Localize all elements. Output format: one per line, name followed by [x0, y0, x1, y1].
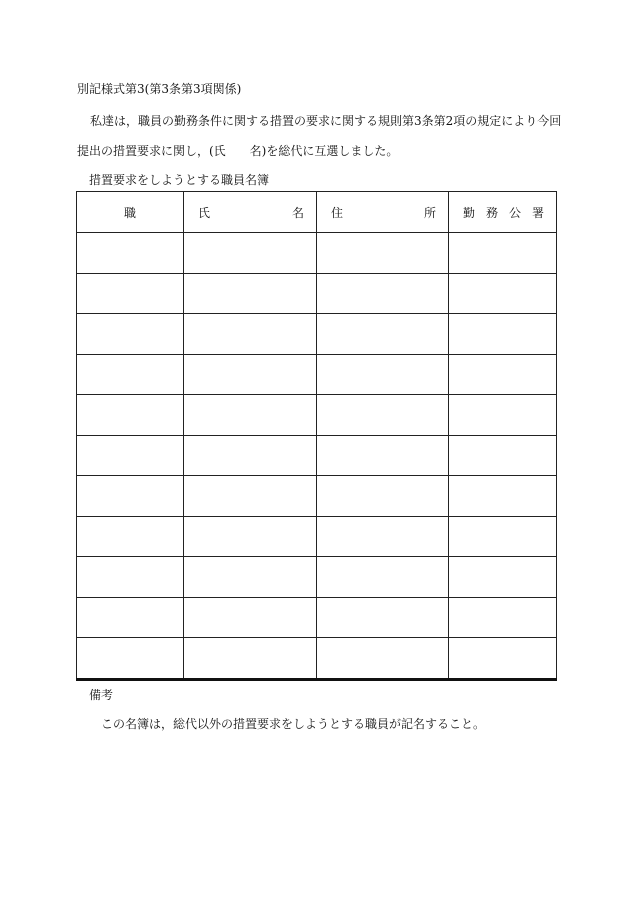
table-row: [77, 597, 557, 638]
address-cell[interactable]: [317, 516, 449, 557]
header-workplace-char-4: 署: [531, 205, 544, 220]
address-cell[interactable]: [317, 233, 449, 274]
header-workplace: [449, 192, 557, 233]
header-address-char-2: 所: [423, 205, 436, 220]
name-cell[interactable]: [184, 476, 317, 517]
workplace-cell[interactable]: [449, 597, 557, 638]
workplace-cell[interactable]: [449, 435, 557, 476]
position-cell[interactable]: [77, 435, 184, 476]
header-position-label: 職: [123, 205, 136, 220]
address-cell[interactable]: [317, 476, 449, 517]
table-row: [77, 273, 557, 314]
name-cell[interactable]: [184, 516, 317, 557]
header-position: [77, 192, 184, 233]
address-cell[interactable]: [317, 597, 449, 638]
address-cell[interactable]: [317, 638, 449, 680]
position-cell[interactable]: [77, 516, 184, 557]
member-list-table: [76, 191, 557, 681]
position-cell[interactable]: [77, 354, 184, 395]
name-cell[interactable]: [184, 314, 317, 355]
header-address-char-1: 住: [331, 205, 344, 220]
name-cell[interactable]: [184, 233, 317, 274]
address-cell[interactable]: [317, 354, 449, 395]
workplace-cell[interactable]: [449, 314, 557, 355]
position-cell[interactable]: [77, 233, 184, 274]
position-cell[interactable]: [77, 273, 184, 314]
header-workplace-char-3: 公: [508, 205, 521, 220]
name-cell[interactable]: [184, 435, 317, 476]
form-label: 別記様式第3(第3条第3項関係): [77, 82, 242, 96]
address-cell[interactable]: [317, 435, 449, 476]
table-row: [77, 516, 557, 557]
address-cell[interactable]: [317, 557, 449, 598]
header-workplace-char-2: 務: [485, 205, 498, 220]
table-row: [77, 354, 557, 395]
position-cell[interactable]: [77, 597, 184, 638]
header-workplace-char-1: 勤: [463, 205, 476, 220]
name-cell[interactable]: [184, 273, 317, 314]
address-cell[interactable]: [317, 395, 449, 436]
position-cell[interactable]: [77, 395, 184, 436]
name-cell[interactable]: [184, 638, 317, 680]
position-cell[interactable]: [77, 314, 184, 355]
table-header-row: [77, 192, 557, 233]
table-row: [77, 395, 557, 436]
name-cell[interactable]: [184, 557, 317, 598]
paragraph-line-2: 提出の措置要求に関し，(氏 名)を総代に互選しました。: [77, 144, 399, 158]
table-body: [77, 233, 557, 680]
table-row: [77, 476, 557, 517]
remarks-title: 備考: [89, 688, 114, 702]
address-cell[interactable]: [317, 273, 449, 314]
header-address: [317, 192, 449, 233]
table-row: [77, 314, 557, 355]
header-name-char-1: 氏: [198, 205, 211, 220]
workplace-cell[interactable]: [449, 233, 557, 274]
name-cell[interactable]: [184, 354, 317, 395]
position-cell[interactable]: [77, 638, 184, 680]
workplace-cell[interactable]: [449, 557, 557, 598]
workplace-cell[interactable]: [449, 476, 557, 517]
workplace-cell[interactable]: [449, 516, 557, 557]
workplace-cell[interactable]: [449, 273, 557, 314]
paragraph-line-1: 私達は，職員の勤務条件に関する措置の要求に関する規則第3条第2項の規定により今回: [90, 114, 562, 128]
position-cell[interactable]: [77, 557, 184, 598]
header-name: [184, 192, 317, 233]
name-cell[interactable]: [184, 597, 317, 638]
name-cell[interactable]: [184, 395, 317, 436]
table-row: [77, 435, 557, 476]
remarks-text: この名簿は，総代以外の措置要求をしようとする職員が記名すること。: [101, 717, 486, 731]
table-row: [77, 233, 557, 274]
list-caption: 措置要求をしようとする職員名簿: [89, 173, 270, 187]
header-name-char-2: 名: [291, 205, 304, 220]
workplace-cell[interactable]: [449, 638, 557, 680]
table-row: [77, 557, 557, 598]
address-cell[interactable]: [317, 314, 449, 355]
workplace-cell[interactable]: [449, 354, 557, 395]
table-row: [77, 638, 557, 680]
position-cell[interactable]: [77, 476, 184, 517]
workplace-cell[interactable]: [449, 395, 557, 436]
